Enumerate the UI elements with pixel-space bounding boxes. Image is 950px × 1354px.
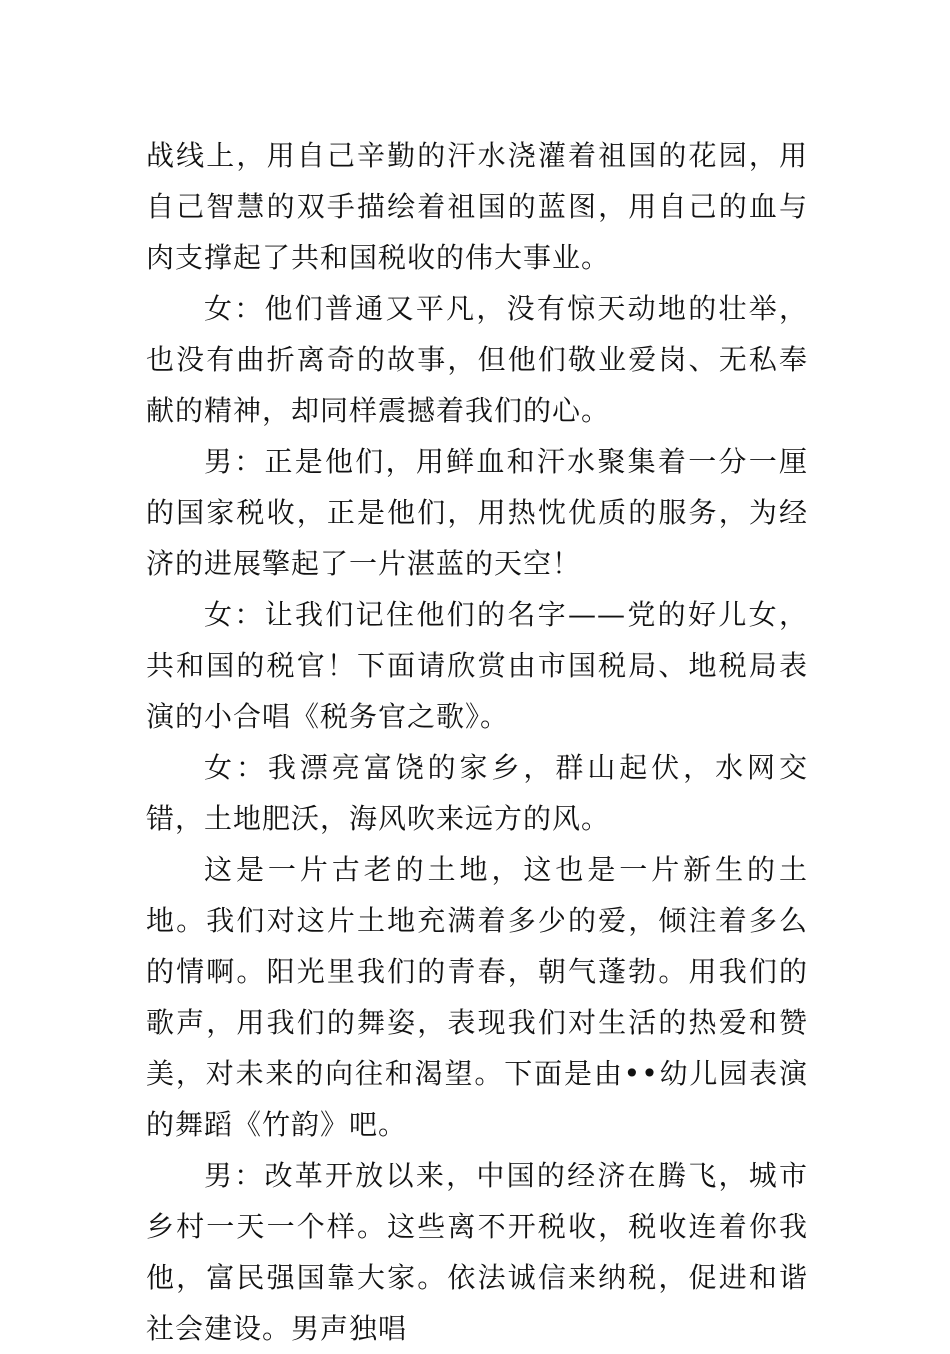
document-body <box>146 130 808 1354</box>
paragraph-1: 战线上，用自己辛勤的汗水浇灌着祖国的花园，用自己智慧的双手描绘着祖国的蓝图，用自己的血与肉支撑起了共和国税收的伟大事业。 <box>146 139 808 274</box>
paragraph-3: 男：正是他们，用鲜血和汗水聚集着一分一厘的国家税收，正是他们，用热忱优质的服务，为经济的进展擎起了一片湛蓝的天空！ <box>146 445 808 580</box>
paragraph-7: 男：改革开放以来，中国的经济在腾飞，城市乡村一天一个样。这些离不开税收，税收连着你我他，富民强国靠大家。依法诚信来纳税，促进和谐社会建设。男声独唱 <box>146 1159 808 1345</box>
paragraph-4: 女：让我们记住他们的名字——党的好儿女，共和国的税官！下面请欣赏由市国税局、地税局表演的小合唱《税务官之歌》。 <box>146 598 808 733</box>
paragraph-6: 这是一片古老的土地，这也是一片新生的土地。我们对这片土地充满着多少的爱，倾注着多么的情啊。阳光里我们的青春，朝气蓬勃。用我们的歌声，用我们的舞姿，表现我们对生活的热爱和赞美，对未来的向往和渴望。下面是由••幼儿园表演的舞蹈《竹韵》吧。 <box>146 853 808 1141</box>
paragraph-2: 女：他们普通又平凡，没有惊天动地的壮举，也没有曲折离奇的故事，但他们敬业爱岗、无私奉献的精神，却同样震撼着我们的心。 <box>146 292 808 427</box>
paragraph-5: 女：我漂亮富饶的家乡，群山起伏，水网交错，土地肥沃，海风吹来远方的风。 <box>146 751 808 835</box>
